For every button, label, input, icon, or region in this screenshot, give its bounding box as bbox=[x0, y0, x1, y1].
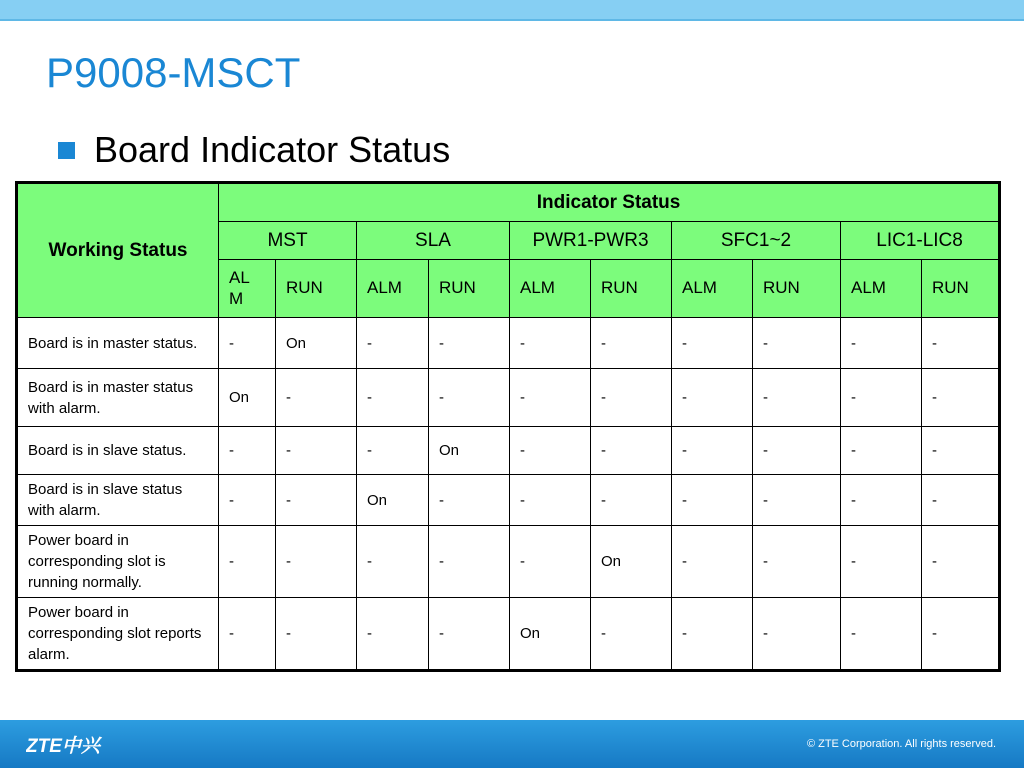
indicator-cell: - bbox=[429, 369, 510, 427]
indicator-cell: - bbox=[357, 318, 429, 369]
indicator-cell: - bbox=[841, 369, 922, 427]
indicator-cell: - bbox=[276, 427, 357, 475]
indicator-cell: - bbox=[922, 598, 1000, 671]
indicator-cell: - bbox=[753, 598, 841, 671]
sub-header-cell: ALM bbox=[841, 260, 922, 318]
indicator-cell: - bbox=[753, 526, 841, 598]
indicator-cell: - bbox=[357, 427, 429, 475]
table-row bbox=[17, 598, 1000, 671]
indicator-cell: On bbox=[591, 526, 672, 598]
group-header-sla: SLA bbox=[357, 222, 510, 260]
indicator-cell: - bbox=[357, 526, 429, 598]
indicator-cell: - bbox=[753, 475, 841, 526]
group-header-pwr: PWR1-PWR3 bbox=[510, 222, 672, 260]
row-description: Board is in master status. bbox=[17, 318, 219, 369]
indicator-cell: - bbox=[753, 369, 841, 427]
copyright-text: © ZTE Corporation. All rights reserved. bbox=[806, 738, 996, 750]
bullet-heading bbox=[58, 128, 450, 172]
table-row bbox=[17, 369, 1000, 427]
indicator-cell: - bbox=[276, 526, 357, 598]
table-row bbox=[17, 526, 1000, 598]
indicator-cell: - bbox=[672, 427, 753, 475]
sub-header-cell: ALM bbox=[672, 260, 753, 318]
bullet-heading-text: Board Indicator Status bbox=[94, 129, 451, 170]
indicator-cell: - bbox=[922, 475, 1000, 526]
indicator-cell: - bbox=[841, 475, 922, 526]
indicator-cell: - bbox=[841, 318, 922, 369]
square-bullet-icon bbox=[58, 142, 75, 159]
indicator-cell: - bbox=[429, 475, 510, 526]
indicator-cell: - bbox=[429, 526, 510, 598]
row-description: Power board in corresponding slot reports alarm. bbox=[17, 598, 219, 671]
indicator-cell: - bbox=[219, 427, 276, 475]
table-row bbox=[17, 318, 1000, 369]
indicator-cell: On bbox=[429, 427, 510, 475]
indicator-cell: On bbox=[357, 475, 429, 526]
sub-header-cell: RUN bbox=[922, 260, 1000, 318]
indicator-cell: - bbox=[591, 369, 672, 427]
row-description: Board is in slave status with alarm. bbox=[17, 475, 219, 526]
top-header-line bbox=[0, 19, 1024, 21]
slide-title: P9008-MSCT bbox=[46, 49, 301, 96]
indicator-cell: - bbox=[922, 369, 1000, 427]
indicator-cell: - bbox=[219, 598, 276, 671]
sub-header-cell: RUN bbox=[276, 260, 357, 318]
indicator-cell: On bbox=[510, 598, 591, 671]
sub-header-cell: AL M bbox=[219, 260, 276, 318]
indicator-cell: - bbox=[219, 318, 276, 369]
indicator-cell: - bbox=[276, 369, 357, 427]
indicator-cell: - bbox=[510, 475, 591, 526]
indicator-cell: - bbox=[841, 427, 922, 475]
sub-header-cell: RUN bbox=[591, 260, 672, 318]
indicator-cell: - bbox=[672, 598, 753, 671]
indicator-cell: - bbox=[219, 475, 276, 526]
zte-logo-text: ZTE中兴 bbox=[26, 736, 100, 756]
indicator-cell: - bbox=[510, 318, 591, 369]
indicator-cell: - bbox=[429, 318, 510, 369]
indicator-cell: - bbox=[753, 427, 841, 475]
zte-logo bbox=[26, 734, 106, 756]
indicator-cell: - bbox=[672, 318, 753, 369]
indicator-cell: - bbox=[672, 369, 753, 427]
group-header-lic: LIC1-LIC8 bbox=[841, 222, 1000, 260]
table-row bbox=[17, 427, 1000, 475]
indicator-cell: - bbox=[922, 427, 1000, 475]
indicator-cell: On bbox=[219, 369, 276, 427]
indicator-cell: - bbox=[510, 526, 591, 598]
table-row bbox=[17, 475, 1000, 526]
indicator-cell: - bbox=[922, 526, 1000, 598]
indicator-cell: - bbox=[753, 318, 841, 369]
indicator-cell: - bbox=[357, 598, 429, 671]
indicator-cell: - bbox=[219, 526, 276, 598]
indicator-cell: - bbox=[591, 475, 672, 526]
top-header-band bbox=[0, 0, 1024, 19]
sub-header-cell: ALM bbox=[510, 260, 591, 318]
group-header-sfc: SFC1~2 bbox=[672, 222, 841, 260]
sub-header-cell: RUN bbox=[429, 260, 510, 318]
sub-header-cell: RUN bbox=[753, 260, 841, 318]
indicator-cell: - bbox=[591, 427, 672, 475]
row-description: Board is in slave status. bbox=[17, 427, 219, 475]
working-status-header: Working Status bbox=[17, 183, 219, 318]
indicator-cell: - bbox=[510, 427, 591, 475]
sub-header-cell: ALM bbox=[357, 260, 429, 318]
indicator-cell: - bbox=[672, 526, 753, 598]
row-description: Power board in corresponding slot is running normally. bbox=[17, 526, 219, 598]
row-description: Board is in master status with alarm. bbox=[17, 369, 219, 427]
indicator-cell: - bbox=[591, 598, 672, 671]
indicator-cell: On bbox=[276, 318, 357, 369]
indicator-cell: - bbox=[841, 598, 922, 671]
indicator-cell: - bbox=[276, 598, 357, 671]
group-header-mst: MST bbox=[219, 222, 357, 260]
zte-logo-icon bbox=[26, 734, 106, 756]
indicator-cell: - bbox=[276, 475, 357, 526]
indicator-cell: - bbox=[591, 318, 672, 369]
indicator-cell: - bbox=[672, 475, 753, 526]
indicator-status-header: Indicator Status bbox=[219, 183, 1000, 222]
indicator-cell: - bbox=[841, 526, 922, 598]
board-indicator-status-table bbox=[15, 181, 1001, 672]
indicator-cell: - bbox=[429, 598, 510, 671]
indicator-cell: - bbox=[922, 318, 1000, 369]
indicator-cell: - bbox=[357, 369, 429, 427]
indicator-cell: - bbox=[510, 369, 591, 427]
